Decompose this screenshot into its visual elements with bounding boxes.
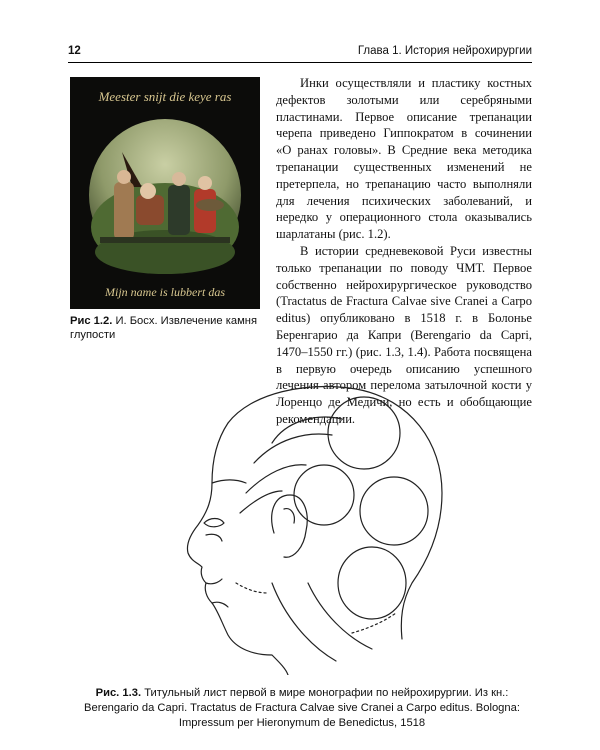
figure-1-2-caption-text: И. Босх. Извлечение камня глупости [70, 315, 258, 341]
paragraph-1: Инки осуществляли и пластику костных дефектов золотыми или серебряными пластинами. Первое описание трепанации черепа приведено Гиппократом в сочинении «О ранах головы». В Средние века методика трепанации существенных изменений не претерпела, но трепанацию часто выполняли для лечения психических заболеваний, и нередко у операционного стола оказывались шарлатаны (рис. 1.2). [276, 76, 532, 242]
ear [272, 495, 307, 557]
figure-1-3-caption-label: Рис. 1.3. [95, 687, 142, 699]
figure-1-3-caption-text: Титульный лист первой в мире монографии по нейрохирургии. Из кн.: Berengario da Capri. Tractatus de Fractura Calvae sive Cranei a Carpo editus. Bologna: Impressum per Hieronymum de Benedictus, 1518 [84, 687, 520, 729]
skull-region-circle-1 [328, 397, 400, 469]
chapter-title: Глава 1. История нейрохирургии [357, 45, 532, 57]
bosch-painting-image [70, 77, 260, 309]
body-text [276, 75, 532, 428]
skull-region-circle-4 [338, 547, 406, 619]
head-outline [228, 387, 442, 639]
page-number: 12 [68, 45, 81, 57]
painting-inscription-top: Meester snijt die keye ras [98, 89, 232, 104]
face-profile [187, 423, 288, 675]
skull-region-circle-3 [294, 465, 354, 525]
eye [204, 519, 224, 527]
head-diagram-figure [176, 383, 448, 675]
page-header [68, 42, 532, 63]
skull-region-circle-2 [360, 477, 428, 545]
figure-1-3-caption [72, 686, 532, 731]
figure-1-2-caption-label: Рис 1.2. [70, 315, 113, 327]
paragraph-2: В истории средневековой Руси известны только трепанации по поводу ЧМТ. Первое собственно нейрохирургическое руководство (Tractatus de Fractura Calvae sive Cranei a Carpo editus) опубликовано в 1518 г. в Болонье Беренгарио да Капри (Berengario da Capri, 1470–1550 гг.) (рис. 1.3, 1.4). Работа посвящена в первую очередь описанию успешного лечения автором перелома затылочной кости у Лоренцо де Медичи, но есть и обобщающие рекомендации. [276, 243, 532, 426]
figure-1-2-caption [70, 314, 266, 342]
painting-inscription-bottom: Mijn name is lubbert das [105, 285, 225, 299]
